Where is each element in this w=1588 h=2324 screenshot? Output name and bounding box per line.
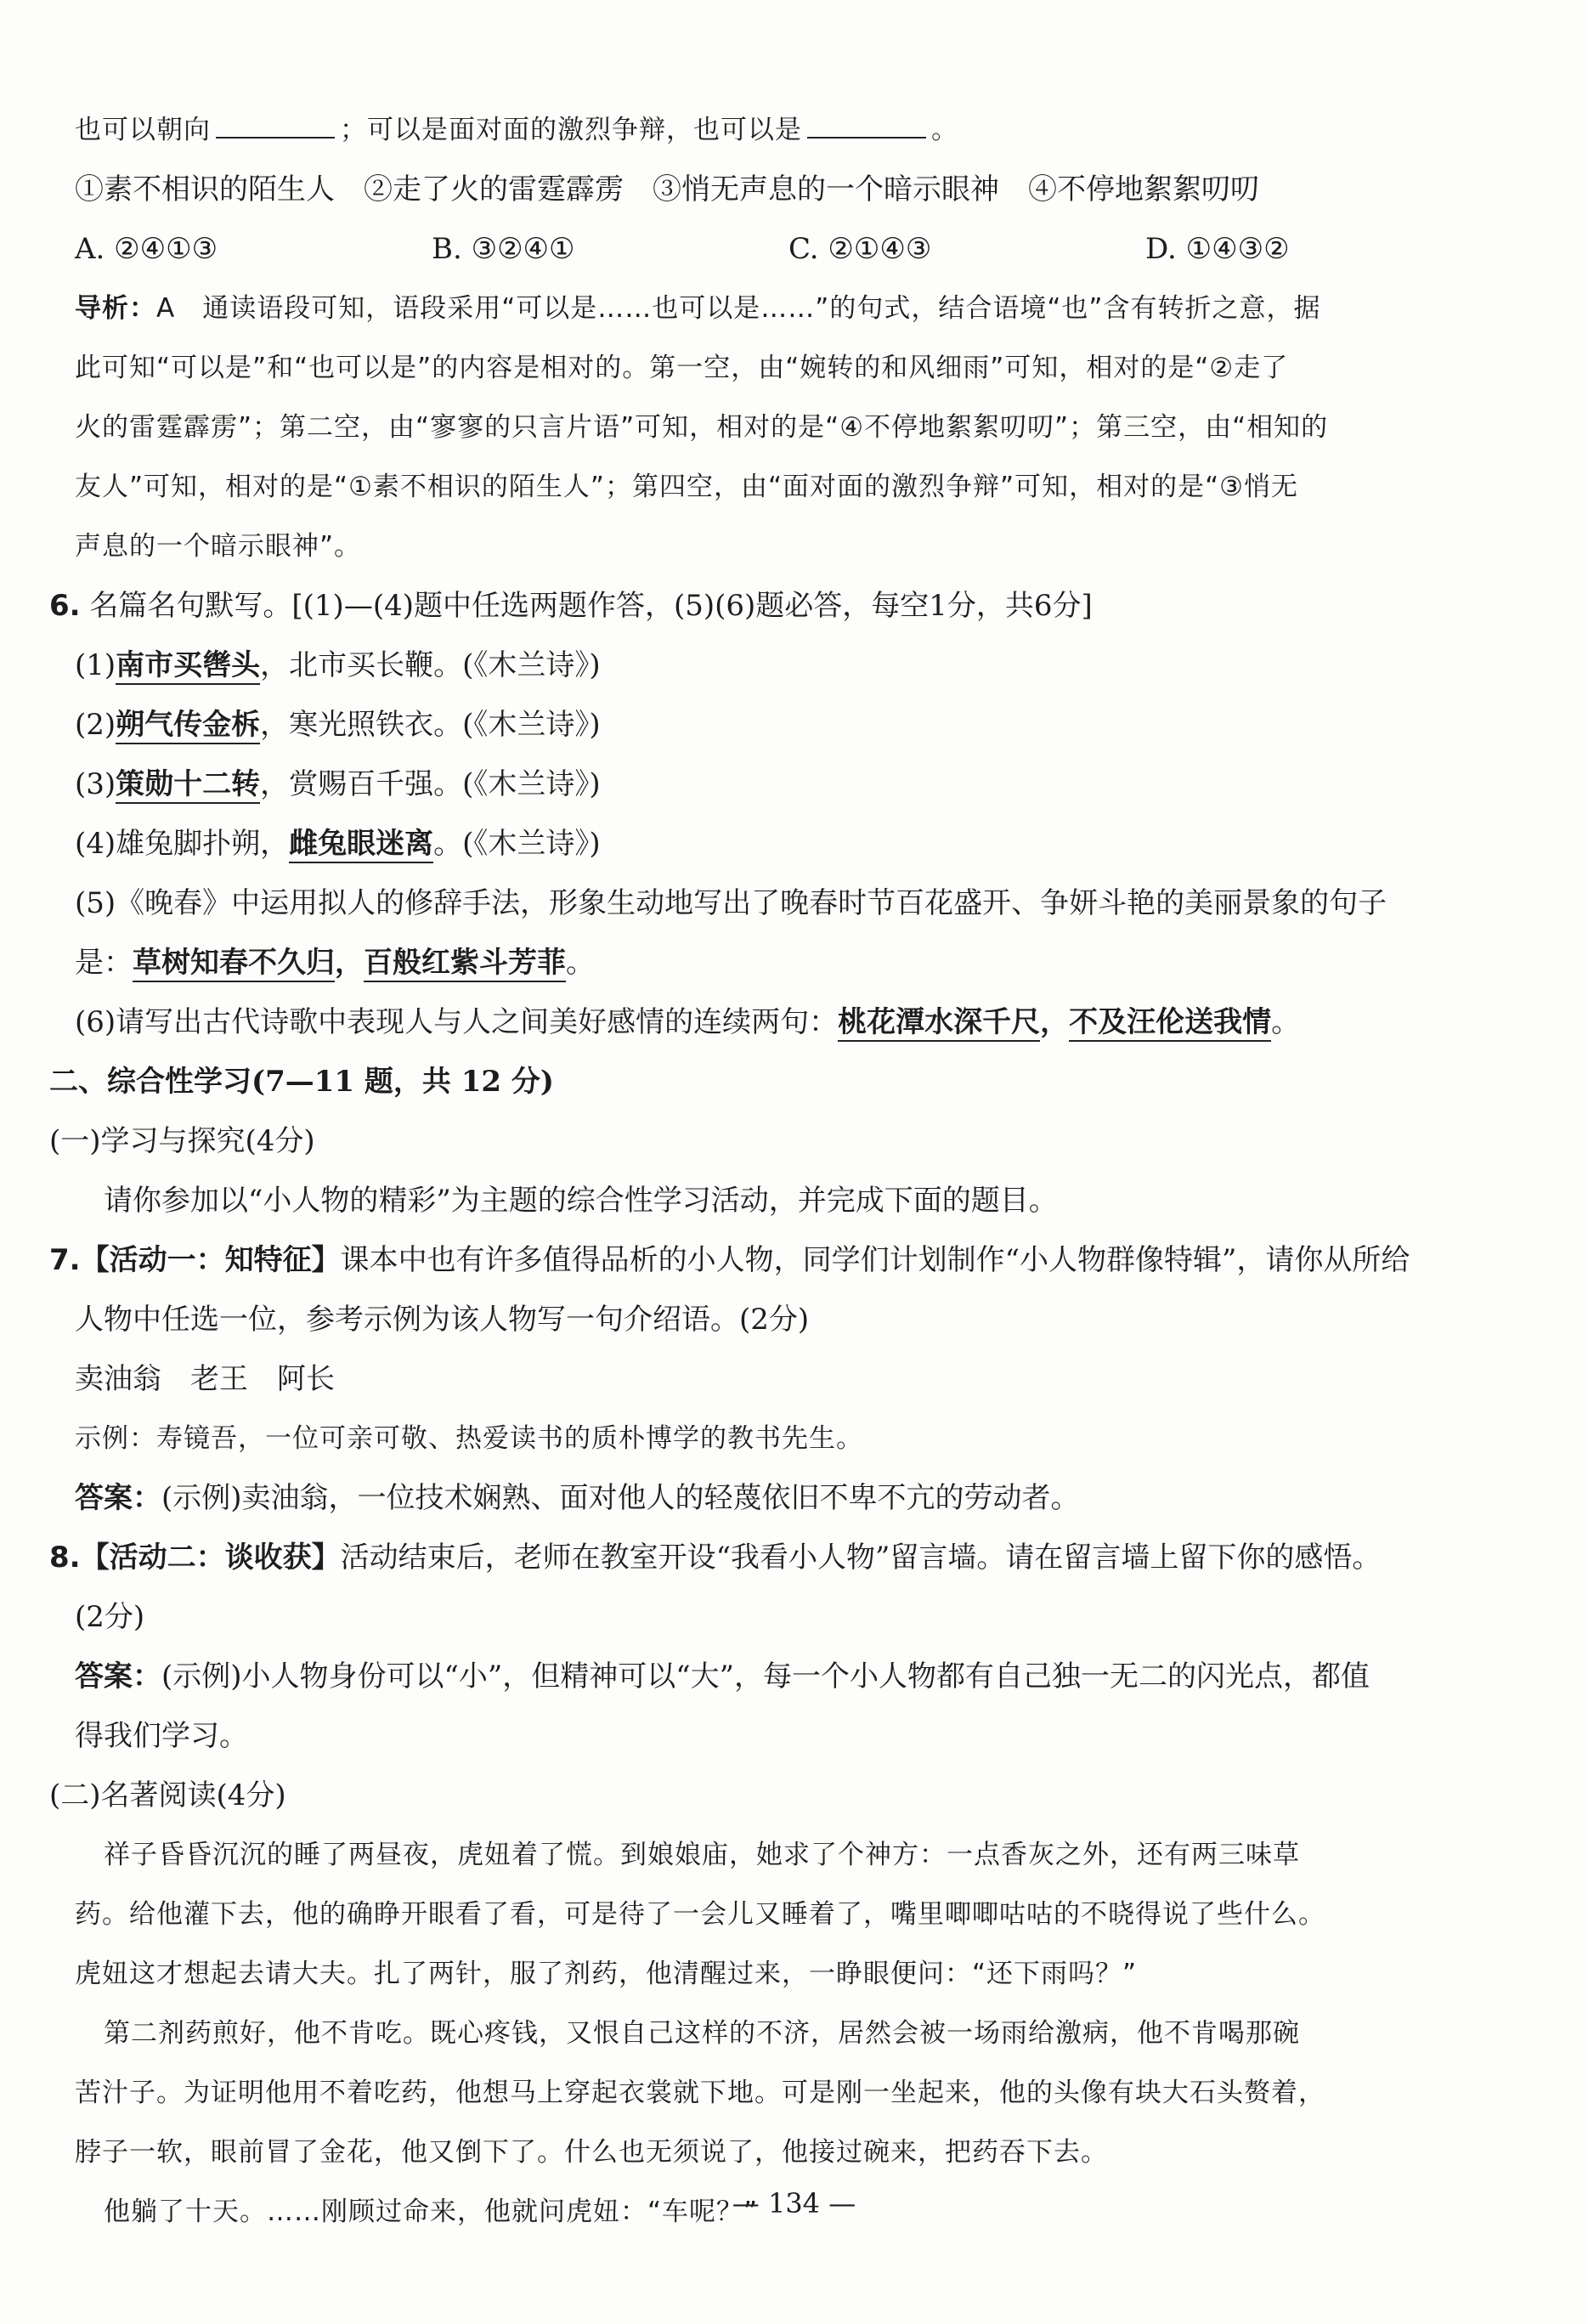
q6-item [75, 695, 1393, 755]
q6-item [75, 755, 1393, 814]
item-prefix: 是： [75, 946, 133, 980]
item-prefix: (3) [75, 767, 116, 801]
question-number: 7. [49, 1243, 81, 1277]
answer-text: (示例)小人物身份可以“小”，但精神可以“大”，每一个小人物都有自己独一无二的闪光点，都值 [161, 1660, 1370, 1694]
q5-options [75, 219, 1393, 279]
item-prefix: (4)雄兔脚扑朔， [75, 827, 290, 861]
filled-answer: 不及汪伦送我情 [1069, 1005, 1271, 1042]
q5-fill-line [75, 100, 1393, 160]
guide-line [75, 279, 1393, 338]
q7-line1 [49, 1230, 1410, 1290]
item-suffix: 。(《木兰诗》) [433, 827, 601, 861]
question-number: 6. [49, 589, 81, 623]
filled-answer: 百般红紫斗芳菲 [364, 946, 566, 982]
guide-label: 导析： [75, 293, 156, 324]
reading-line: 他躺了十天。……刚顾过命来，他就问虎妞：“车呢？” [104, 2197, 759, 2227]
reading-line: 脖子一软，眼前冒了金花，他又倒下了。什么也无须说了，他接过碗来，把药吞下去。 [75, 2137, 1108, 2168]
filled-answer: 南市买辔头 [116, 648, 260, 685]
separator: ， [1040, 1005, 1070, 1039]
q7-line2: 人物中任选一位，参考示例为该人物写一句介绍语。(2分) [75, 1303, 810, 1337]
answer-label: 答案： [75, 1660, 161, 1694]
section-heading: 二、综合性学习(7—11 题，共 12 分) [49, 1065, 554, 1099]
question-text: 名篇名句默写。[(1)—(4)题中任选两题作答，(5)(6)题必答，每空1分，共6分] [89, 589, 1093, 623]
item-suffix: 。 [1271, 1005, 1301, 1039]
section-intro: 请你参加以“小人物的精彩”为主题的综合性学习活动，并完成下面的题目。 [104, 1184, 1058, 1218]
item-suffix: 。 [566, 946, 595, 980]
q6-item6 [75, 992, 1393, 1052]
filled-answer: 策勋十二转 [116, 767, 260, 804]
page-number: — 134 — [732, 2187, 856, 2219]
item-prefix: (6)请写出古代诗歌中表现人与人之间美好感情的连续两句： [75, 1005, 839, 1039]
question-text: 课本中也有许多值得品析的小人物，同学们计划制作“小人物群像特辑”，请你从所给 [340, 1243, 1410, 1277]
question-number: 8. [49, 1541, 81, 1575]
item-suffix: ，北市买长鞭。(《木兰诗》) [260, 648, 601, 682]
q8-answer-cont: 得我们学习。 [75, 1719, 248, 1753]
q7-example: 示例：寿镜吾，一位可亲可敬、热爱读书的质朴博学的教书先生。 [75, 1423, 863, 1454]
separator: ， [335, 946, 364, 980]
subsection-heading: (一)学习与探究(4分) [49, 1124, 315, 1158]
q6-item5-line2 [75, 933, 1393, 992]
filled-answer: 草树知春不久归 [133, 946, 335, 982]
reading-line: 药。给他灌下去，他的确睁开眼看了看，可是待了一会儿又睡着了，嘴里唧唧咕咕的不晓得说了些什么。 [75, 1899, 1325, 1930]
option-d: D. ①④③② [1145, 232, 1290, 266]
q8-answer [75, 1647, 1393, 1706]
reading-line: 虎妞这才想起去请大夫。扎了两针，服了剂药，他清醒过来，一睁眼便问：“还下雨吗？” [75, 1959, 1138, 1989]
q5-text-b: ；可以是面对面的激烈争辩，也可以是 [340, 115, 802, 145]
answer-text: (示例)卖油翁，一位技术娴熟、面对他人的轻蔑依旧不卑不亢的劳动者。 [161, 1481, 1080, 1515]
option-b: B. ③②④① [432, 232, 575, 266]
reading-line: 苦汁子。为证明他用不着吃药，他想马上穿起衣裳就下地。可是刚一坐起来，他的头像有块大石头赘着， [75, 2078, 1325, 2108]
filled-answer: 桃花潭水深千尺 [838, 1005, 1040, 1042]
q5-text-c: 。 [931, 115, 958, 145]
q6-item5-line1: (5)《晚春》中运用拟人的修辞手法，形象生动地写出了晚春时节百花盛开、争妍斗艳的美丽景象的句子 [75, 886, 1387, 920]
reading-line: 祥子昏昏沉沉的睡了两昼夜，虎妞着了慌。到娘娘庙，她求了个神方：一点香灰之外，还有两三味草 [104, 1840, 1300, 1870]
option-c: C. ②①④③ [788, 232, 932, 266]
filled-answer: 雌兔眼迷离 [289, 827, 433, 863]
q5-text-a: 也可以朝向 [75, 115, 211, 145]
item-prefix: (2) [75, 708, 116, 742]
q8-line2: (2分) [75, 1600, 145, 1634]
q7-names: 卖油翁 老王 阿长 [75, 1362, 335, 1396]
q6-item [75, 636, 1393, 695]
q6-item [75, 814, 1393, 874]
answer-blank [807, 113, 926, 139]
reading-line: 第二剂药煎好，他不肯吃。既心疼钱，又恨自己这样的不济，居然会被一场雨给激病，他不肯喝那碗 [104, 2018, 1300, 2049]
item-suffix: ，寒光照铁衣。(《木兰诗》) [260, 708, 601, 742]
q8-line1 [49, 1528, 1393, 1587]
item-suffix: ，赏赐百千强。(《木兰诗》) [260, 767, 601, 801]
question-text: 活动结束后，老师在教室开设“我看小人物”留言墙。请在留言墙上留下你的感悟。 [340, 1541, 1382, 1575]
q6-title [49, 576, 1393, 636]
subsection-heading: (二)名著阅读(4分) [49, 1778, 286, 1812]
guide-line: 声息的一个暗示眼神”。 [75, 531, 362, 562]
guide-line: 此可知“可以是”和“也可以是”的内容是相对的。第一空，由“婉转的和风细雨”可知，相对的是“②走了 [75, 353, 1289, 383]
activity-tag: 【活动一：知特征】 [80, 1243, 341, 1277]
answer-label: 答案： [75, 1481, 161, 1515]
item-prefix: (1) [75, 648, 116, 682]
q7-answer [75, 1468, 1393, 1528]
answer-blank [216, 113, 335, 139]
activity-tag: 【活动二：谈收获】 [80, 1541, 341, 1575]
guide-text: A 通读语段可知，语段采用“可以是……也可以是……”的句式，结合语境“也”含有转折之意，据 [156, 293, 1321, 324]
option-a: A. ②④①③ [75, 232, 218, 266]
filled-answer: 朔气传金柝 [116, 708, 260, 744]
q5-items: ①素不相识的陌生人 ②走了火的雷霆霹雳 ③悄无声息的一个暗示眼神 ④不停地絮絮叨叨 [75, 172, 1259, 206]
guide-line: 火的雷霆霹雳”；第二空，由“寥寥的只言片语”可知，相对的是“④不停地絮絮叨叨”；第三空，由“相知的 [75, 412, 1329, 443]
guide-line: 友人”可知，相对的是“①素不相识的陌生人”；第四空，由“面对面的激烈争辩”可知，相对的是“③悄无 [75, 472, 1298, 502]
